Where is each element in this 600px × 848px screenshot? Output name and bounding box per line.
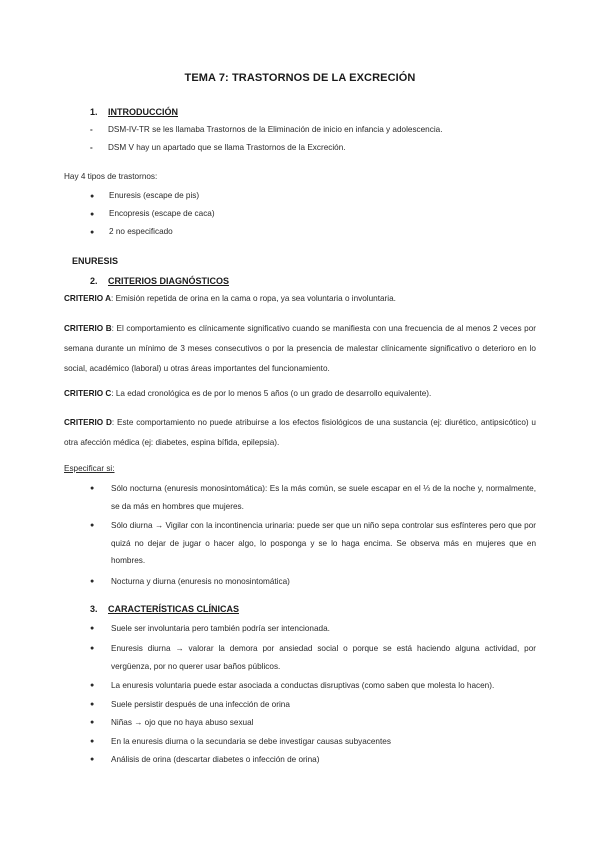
intro-item-text: DSM-IV-TR se les llamaba Trastornos de la Eliminación de inicio en infancia y adolescencia. [108,125,443,134]
section-number: 1. [90,107,98,117]
bullet-icon: ● [90,738,95,745]
type-item-text: 2 no especificado [109,227,173,236]
clinical-item-text: Niñas → ojo que no haya abuso sexual [111,718,254,727]
clinical-item-text: Suele ser involuntaria pero también podría ser intencionada. [111,624,330,633]
specify-label: Especificar si: [64,464,115,473]
criterion-d [64,413,536,453]
criterion-text: : Este comportamiento no puede atribuirse a los efectos fisiológicos de una sustancia (ej: diurético, antipsicótico) u otra afección médica (ej: diabetes, espina bífida, epilepsia). [64,418,536,447]
clinical-item-text: En la enuresis diurna o la secundaria se debe investigar causas subyacentes [111,737,391,746]
section-heading-criterios [90,276,229,286]
bullet-icon: ● [90,578,95,585]
section-number: 3. [90,604,98,614]
specify-item-text: Nocturna y diurna (enuresis no monosintomática) [111,577,290,586]
clinical-item [90,714,536,732]
type-item [90,191,199,200]
criterion-label: CRITERIO C [64,389,112,398]
specify-item [90,573,536,591]
clinical-item [90,733,536,751]
clinical-item-text: Enuresis diurna → valorar la demora por ansiedad social o porque se está haciendo alguna actividad, por vergüenza, por no querer usar baños públicos. [111,644,536,671]
type-item-text: Enuresis (escape de pis) [109,191,200,200]
section-number: 2. [90,276,98,286]
clinical-item [90,640,536,675]
section-label: CARACTERÍSTICAS CLÍNICAS [108,604,240,614]
criterion-b [64,319,536,379]
bullet-icon: ● [90,193,95,200]
type-item-text: Encopresis (escape de caca) [109,209,215,218]
intro-text: Hay 4 tipos de trastornos: [64,172,158,181]
clinical-item-text: Suele persistir después de una infección de orina [111,700,290,709]
subtitle-enuresis: ENURESIS [72,256,119,266]
criterion-a [64,289,536,309]
criterion-text: : Emisión repetida de orina en la cama o ropa, ya sea voluntaria o involuntaria. [111,294,396,303]
bullet-icon: ● [90,682,95,689]
bullet-icon: ● [90,522,95,529]
criterion-c [64,384,536,404]
clinical-item [90,751,536,769]
section-heading-introduccion [90,107,178,117]
page-title: TEMA 7: TRASTORNOS DE LA EXCRECIÓN [184,72,416,84]
section-heading-caracteristicas [90,604,239,614]
bullet-icon: ● [90,719,95,726]
intro-item [90,125,442,134]
clinical-item-text: La enuresis voluntaria puede estar asociada a conductas disruptivas (como saben que molesta lo hacen). [111,681,495,690]
bullet-icon: ● [90,211,95,218]
bullet-icon: ● [90,485,95,492]
type-item [90,209,215,218]
criterion-label: CRITERIO D [64,418,112,427]
intro-item-text: DSM V hay un apartado que se llama Trastornos de la Excreción. [108,143,346,152]
type-item [90,227,173,236]
dash-icon: - [90,125,93,134]
bullet-icon: ● [90,756,95,763]
clinical-item [90,677,536,695]
criterion-label: CRITERIO B [64,324,112,333]
criterion-text: : La edad cronológica es de por lo menos 5 años (o un grado de desarrollo equivalente). [111,389,432,398]
criterion-label: CRITERIO A [64,294,112,303]
section-label: CRITERIOS DIAGNÓSTICOS [108,276,230,286]
intro-item [90,143,346,152]
bullet-icon: ● [90,625,95,632]
criterion-text: : El comportamiento es clínicamente significativo cuando se manifiesta con una frecuencia de al menos 2 veces por semana durante un mínimo de 3 meses consecutivos o por la presencia de malestar clínicamente significativo o deterioro en lo social, académico (laboral) u otras áreas importantes del funcionamiento. [64,324,536,373]
clinical-item-text: Análisis de orina (descartar diabetes o infección de orina) [111,755,320,764]
bullet-icon: ● [90,701,95,708]
specify-item [90,480,536,515]
bullet-icon: ● [90,645,95,652]
clinical-item [90,620,536,638]
specify-item-text: Sólo nocturna (enuresis monosintomática): Es la más común, se suele escapar en el ⅓ de la noche y, normalmente, se da más en hombres que mujeres. [111,484,536,511]
dash-icon: - [90,143,93,152]
clinical-item [90,696,536,714]
specify-item-text: Sólo diurna → Vigilar con la incontinencia urinaria: puede ser que un niño sepa controlar sus esfínteres pero que por quizá no dejar de jugar o hacer algo, lo posponga y se lo haga encima. Se observa más en mujeres que en hombres. [111,521,536,565]
bullet-icon: ● [90,229,95,236]
specify-item [90,517,536,570]
section-label: INTRODUCCIÓN [108,107,178,117]
